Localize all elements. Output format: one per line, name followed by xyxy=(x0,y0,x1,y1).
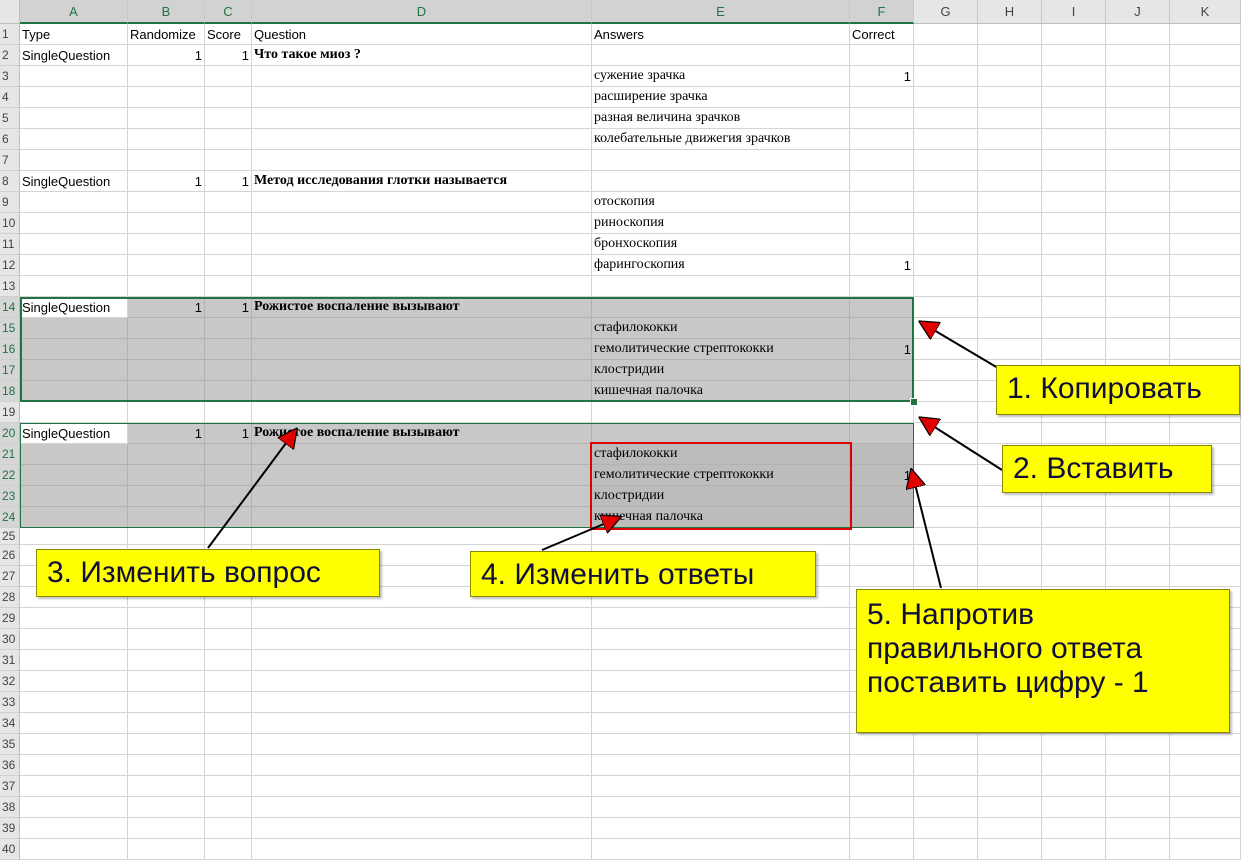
type-cell[interactable]: SingleQuestion xyxy=(20,297,128,318)
row-header-4[interactable]: 4 xyxy=(0,87,20,108)
answer-cell[interactable]: сужение зрачка xyxy=(592,66,850,87)
cell[interactable] xyxy=(592,839,850,860)
column-header-e[interactable]: E xyxy=(592,0,850,24)
answer-cell[interactable]: стафилококки xyxy=(592,444,850,465)
answer-cell[interactable]: разная величина зрачков xyxy=(592,108,850,129)
cell[interactable] xyxy=(1170,818,1241,839)
cell[interactable] xyxy=(1042,839,1106,860)
row-header-6[interactable]: 6 xyxy=(0,129,20,150)
cell[interactable] xyxy=(592,818,850,839)
row-header-33[interactable]: 33 xyxy=(0,692,20,713)
row-header-27[interactable]: 27 xyxy=(0,566,20,587)
header-randomize[interactable]: Randomize xyxy=(128,24,205,45)
row-header-16[interactable]: 16 xyxy=(0,339,20,360)
note-line-1: 5. Напротив xyxy=(867,598,1035,631)
row-header-34[interactable]: 34 xyxy=(0,713,20,734)
header-correct[interactable]: Correct xyxy=(850,24,914,45)
column-header-d[interactable]: D xyxy=(252,0,592,24)
type-cell[interactable]: SingleQuestion xyxy=(20,423,128,444)
column-header-j[interactable]: J xyxy=(1106,0,1170,24)
row-header-2[interactable]: 2 xyxy=(0,45,20,66)
question-cell[interactable]: Что такое миоз ? xyxy=(252,45,592,66)
row-header-17[interactable]: 17 xyxy=(0,360,20,381)
answer-cell[interactable]: клостридии xyxy=(592,486,850,507)
row-header-9[interactable]: 9 xyxy=(0,192,20,213)
answer-cell[interactable]: стафилококки xyxy=(592,318,850,339)
row-header-3[interactable]: 3 xyxy=(0,66,20,87)
arrow-copy xyxy=(922,323,998,368)
note-line-3: поставить цифру - 1 xyxy=(867,666,1149,699)
row-header-11[interactable]: 11 xyxy=(0,234,20,255)
question-cell[interactable]: Метод исследования глотки называется xyxy=(252,171,592,192)
note-copy: 1. Копировать xyxy=(996,365,1240,415)
cell[interactable] xyxy=(20,818,128,839)
row-header-36[interactable]: 36 xyxy=(0,755,20,776)
correct-cell[interactable]: 1 xyxy=(850,339,914,360)
answer-cell[interactable]: риноскопия xyxy=(592,213,850,234)
header-type[interactable]: Type xyxy=(20,24,128,45)
cell[interactable] xyxy=(850,818,914,839)
randomize-cell[interactable]: 1 xyxy=(128,45,205,66)
correct-cell[interactable]: 1 xyxy=(850,465,914,486)
row-header-7[interactable]: 7 xyxy=(0,150,20,171)
randomize-cell[interactable]: 1 xyxy=(128,297,205,318)
answer-cell[interactable]: гемолитические стрептококки xyxy=(592,339,850,360)
row-header-5[interactable]: 5 xyxy=(0,108,20,129)
question-cell[interactable]: Рожистое воспаление вызывают xyxy=(252,423,592,444)
row-header-20[interactable]: 20 xyxy=(0,423,20,444)
column-header-h[interactable]: H xyxy=(978,0,1042,24)
cell[interactable] xyxy=(1106,839,1170,860)
note-mark-correct xyxy=(856,589,1230,733)
type-cell[interactable]: SingleQuestion xyxy=(20,45,128,66)
randomize-cell[interactable]: 1 xyxy=(128,423,205,444)
column-header-a[interactable]: A xyxy=(20,0,128,24)
row-header-26[interactable]: 26 xyxy=(0,545,20,566)
row-header-38[interactable]: 38 xyxy=(0,797,20,818)
arrow-paste xyxy=(922,419,1002,470)
column-header-i[interactable]: I xyxy=(1042,0,1106,24)
note-edit-question: 3. Изменить вопрос xyxy=(36,549,380,597)
cell[interactable] xyxy=(20,839,128,860)
answer-cell[interactable]: кишечная палочка xyxy=(592,507,850,528)
score-cell[interactable]: 1 xyxy=(205,297,252,318)
row-header-10[interactable]: 10 xyxy=(0,213,20,234)
answer-cell[interactable]: бронхоскопия xyxy=(592,234,850,255)
question-cell[interactable]: Рожистое воспаление вызывают xyxy=(252,297,592,318)
answer-cell[interactable]: расширение зрачка xyxy=(592,87,850,108)
answer-cell[interactable]: фарингоскопия xyxy=(592,255,850,276)
cell[interactable] xyxy=(205,818,252,839)
column-header-g[interactable]: G xyxy=(914,0,978,24)
header-question[interactable]: Question xyxy=(252,24,592,45)
correct-cell[interactable]: 1 xyxy=(850,255,914,276)
row-header-19[interactable]: 19 xyxy=(0,402,20,423)
cell[interactable] xyxy=(1170,839,1241,860)
row-header-8[interactable]: 8 xyxy=(0,171,20,192)
cell[interactable] xyxy=(850,839,914,860)
row-header-15[interactable]: 15 xyxy=(0,318,20,339)
header-answers[interactable]: Answers xyxy=(592,24,850,45)
arrow-answers xyxy=(542,518,618,550)
correct-cell[interactable]: 1 xyxy=(850,66,914,87)
row-header-21[interactable]: 21 xyxy=(0,444,20,465)
note-paste: 2. Вставить xyxy=(1002,445,1212,493)
row-header-28[interactable]: 28 xyxy=(0,587,20,608)
row-header-40[interactable]: 40 xyxy=(0,839,20,860)
row-header-31[interactable]: 31 xyxy=(0,650,20,671)
answer-cell[interactable]: колебательные движегия зрачков xyxy=(592,129,850,150)
arrow-question xyxy=(208,431,295,548)
note-line-2: правильного ответа xyxy=(867,632,1143,665)
cell[interactable] xyxy=(128,818,205,839)
row-header-30[interactable]: 30 xyxy=(0,629,20,650)
score-cell[interactable]: 1 xyxy=(205,45,252,66)
row-header-22[interactable]: 22 xyxy=(0,465,20,486)
row-header-14[interactable]: 14 xyxy=(0,297,20,318)
row-header-24[interactable]: 24 xyxy=(0,507,20,528)
cell[interactable] xyxy=(252,818,592,839)
row-header-18[interactable]: 18 xyxy=(0,381,20,402)
row-header-32[interactable]: 32 xyxy=(0,671,20,692)
column-header-k[interactable]: K xyxy=(1170,0,1241,24)
score-cell[interactable]: 1 xyxy=(205,171,252,192)
note-edit-answers: 4. Изменить ответы xyxy=(470,551,816,597)
cell[interactable] xyxy=(205,839,252,860)
row-header-12[interactable]: 12 xyxy=(0,255,20,276)
row-header-37[interactable]: 37 xyxy=(0,776,20,797)
arrow-correct xyxy=(912,472,941,588)
cell[interactable] xyxy=(914,818,978,839)
row-header-39[interactable]: 39 xyxy=(0,818,20,839)
column-header-c[interactable]: C xyxy=(205,0,252,24)
answer-cell[interactable]: кишечная палочка xyxy=(592,381,850,402)
cell[interactable] xyxy=(128,839,205,860)
randomize-cell[interactable]: 1 xyxy=(128,171,205,192)
answer-cell[interactable]: отоскопия xyxy=(592,192,850,213)
column-header-f[interactable]: F xyxy=(850,0,914,24)
row-header-29[interactable]: 29 xyxy=(0,608,20,629)
answer-cell[interactable]: клостридии xyxy=(592,360,850,381)
score-cell[interactable]: 1 xyxy=(205,423,252,444)
cell[interactable] xyxy=(252,839,592,860)
row-header-1[interactable]: 1 xyxy=(0,24,20,45)
cell[interactable] xyxy=(978,818,1042,839)
type-cell[interactable]: SingleQuestion xyxy=(20,171,128,192)
row-header-25[interactable]: 25 xyxy=(0,528,20,545)
cell[interactable] xyxy=(978,839,1042,860)
cell[interactable] xyxy=(1042,818,1106,839)
cell[interactable] xyxy=(914,839,978,860)
row-header-13[interactable]: 13 xyxy=(0,276,20,297)
header-score[interactable]: Score xyxy=(205,24,252,45)
answer-cell[interactable]: гемолитические стрептококки xyxy=(592,465,850,486)
row-header-35[interactable]: 35 xyxy=(0,734,20,755)
row-header-23[interactable]: 23 xyxy=(0,486,20,507)
cell[interactable] xyxy=(1106,818,1170,839)
column-header-b[interactable]: B xyxy=(128,0,205,24)
